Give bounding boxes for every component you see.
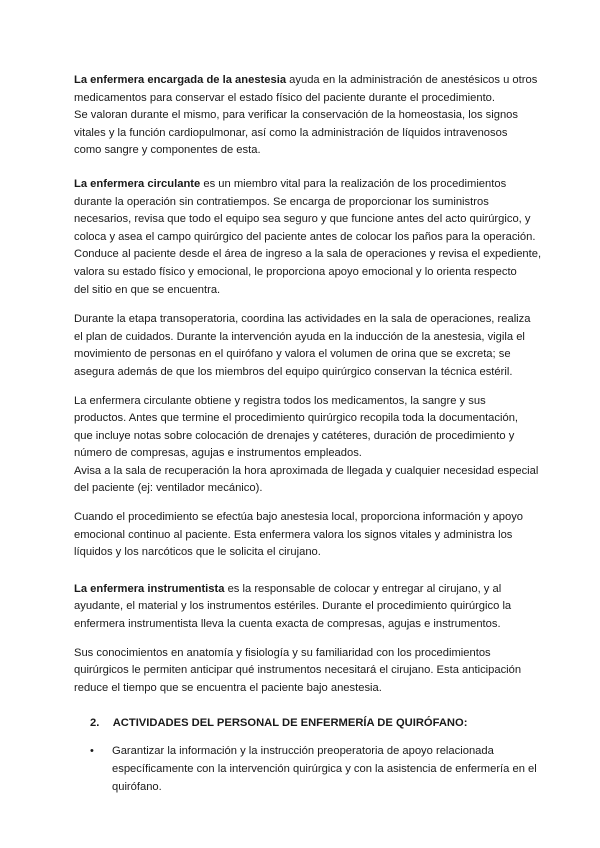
paragraph-line: La enfermera instrumentista es la responsable de colocar y entregar al cirujano, y al [74,582,502,595]
paragraph-registro [74,393,539,499]
paragraph-line: La enfermera encargada de la anestesia ayuda en la administración de anestésicos u otros [74,74,538,86]
paragraph-line: medicamentos para conservar el estado físico del paciente durante el procedimiento. [74,91,496,104]
paragraph-line: Se valoran durante el mismo, para verificar la conservación de la homeostasia, los signos [74,109,518,122]
list-item-line: específicamente con la intervención quirúrgica y con la asistencia de enfermería en el [112,763,537,775]
paragraph-line: quirúrgicos le permiten anticipar qué instrumentos necesitará el cirujano. Esta anticipación [74,664,522,677]
paragraph-transoperatoria [74,311,532,381]
paragraph-line: Cuando el procedimiento se efectúa bajo anestesia local, proporciona información y apoyo [74,511,524,524]
paragraph-line: La enfermera circulante es un miembro vital para la realización de los procedimientos [74,177,507,190]
paragraph-line: ayudante, el material y los instrumentos estériles. Durante el procedimiento quirúrgico la [74,600,512,613]
paragraph-line: durante la operación sin contratiempos. Se encarga de proporcionar los suministros [74,195,489,208]
list-item-line: quirófano. [112,780,162,793]
paragraph-line: como sangre y componentes de esta. [74,144,261,157]
paragraph-line: emocional continuo al paciente. Esta enfermera valora los signos vitales y administra los [74,528,513,541]
paragraph-anestesia [74,72,538,160]
paragraph-line: asegura además de que los miembros del equipo quirúrgico conservan la técnica estéril. [74,365,513,378]
paragraph-line: necesarios, revisa que todo el equipo sea seguro y que funcione antes del acto quirúrgico, y [74,213,531,226]
paragraph-line: el plan de cuidados. Durante la intervención ayuda en la inducción de la anestesia, vigila el [74,330,525,343]
paragraph-line: del paciente (ej: ventilador mecánico). [74,482,263,495]
paragraph-line: Conduce al paciente desde el área de ingreso a la sala de operaciones y revisa el expediente, [74,248,542,261]
bold-term: La enfermera instrumentista [74,582,225,595]
paragraph-line: Sus conocimientos en anatomía y fisiología y su familiaridad con los procedimientos [74,646,491,659]
section-number: 2. [90,717,100,730]
paragraph-line: reduce el tiempo que se encuentra el paciente bajo anestesia. [74,681,382,694]
activities-list [74,743,537,796]
list-item-line: Garantizar la información y la instrucción preoperatoria de apoyo relacionada [112,745,494,758]
paragraph-line: valora su estado físico y emocional, le proporciona apoyo emocional y lo orienta respecto [74,265,517,278]
paragraph-line: número de compresas, agujas e instrumentos empleados. [74,447,362,460]
paragraph-line: productos. Antes que termine el procedimiento quirúrgico recopila toda la documentación, [74,412,519,425]
paragraph-instrumentista [74,581,532,634]
paragraph-circulante [74,176,542,299]
paragraph-line: movimiento de personas en el quirófano y valora el volumen de orina que se excreta; se [74,348,511,361]
paragraph-line: que incluye notas sobre colocación de drenajes y catéteres, duración de procedimiento y [74,429,515,442]
paragraph-anestesia-local [74,509,532,562]
paragraph-line: Avisa a la sala de recuperación la hora aproximada de llegada y cualquier necesidad especial [74,464,539,477]
paragraph-line: del sitio en que se encuentra. [74,283,221,296]
paragraph-conocimientos [74,645,532,698]
paragraph-line: vitales y la función cardiopulmonar, así como la administración de líquidos intravenosos [74,126,508,139]
bullet-icon: • [90,745,94,758]
section-title: ACTIVIDADES DEL PERSONAL DE ENFERMERÍA DE QUIRÓFANO: [112,717,468,730]
section-heading [90,717,532,729]
paragraph-line: enfermera instrumentista lleva la cuenta exacta de compresas, agujas e instrumentos. [74,618,501,631]
paragraph-line: coloca y asea el campo quirúrgico del paciente antes de colocar los paños para la operación. [74,230,536,243]
paragraph-line: Durante la etapa transoperatoria, coordina las actividades en la sala de operaciones, realiza [74,313,531,326]
list-item [74,743,537,796]
paragraph-line: líquidos y los narcóticos que le solicita el cirujano. [74,546,321,559]
paragraph-line: La enfermera circulante obtiene y registra todos los medicamentos, la sangre y sus [74,394,486,407]
bold-term: La enfermera circulante [74,177,201,190]
bold-term: La enfermera encargada de la anestesia [74,74,287,86]
